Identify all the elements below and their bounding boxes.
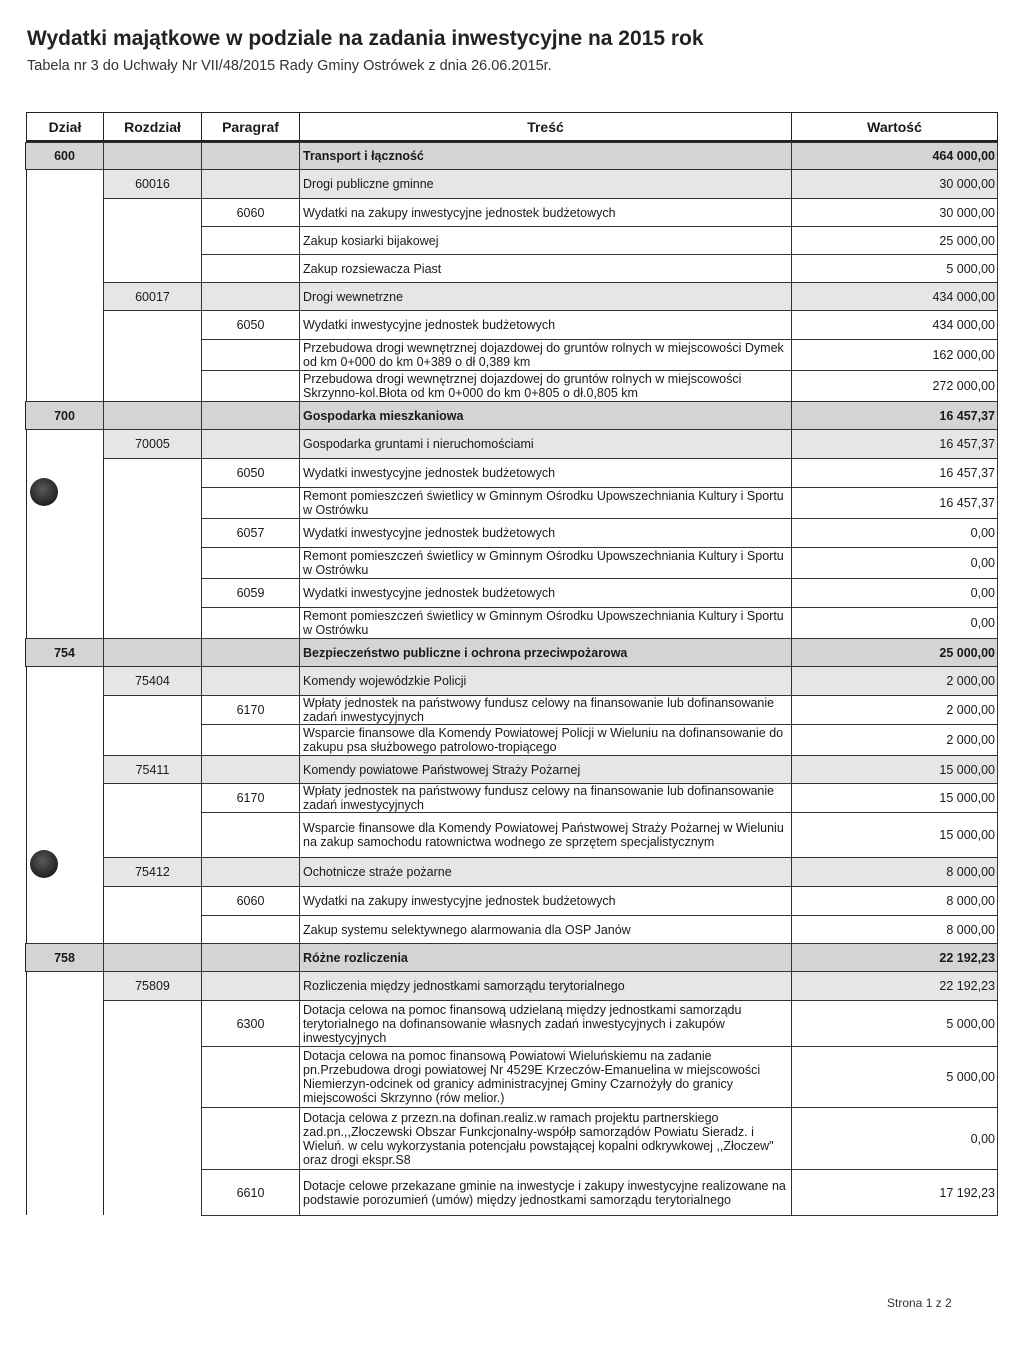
cell-dzial bbox=[26, 755, 104, 783]
cell-dzial bbox=[26, 282, 104, 310]
cell-rozdzial bbox=[104, 547, 202, 578]
cell-tresc: Komendy powiatowe Państwowej Straży Pożarnej bbox=[299, 755, 792, 784]
table-row bbox=[26, 755, 998, 783]
cell-dzial bbox=[26, 666, 104, 695]
cell-rozdzial: 75404 bbox=[103, 666, 202, 696]
cell-dzial bbox=[26, 370, 104, 401]
cell-rozdzial bbox=[103, 142, 202, 170]
cell-rozdzial bbox=[103, 943, 202, 972]
cell-rozdzial bbox=[104, 518, 202, 547]
table-header bbox=[26, 112, 998, 142]
cell-dzial bbox=[26, 198, 104, 226]
cell-dzial: 754 bbox=[25, 638, 104, 667]
header-dzial: Dział bbox=[26, 112, 104, 142]
cell-tresc: Ochotnicze straże pożarne bbox=[299, 857, 792, 887]
punch-hole bbox=[30, 850, 58, 878]
cell-wartosc: 22 192,23 bbox=[791, 971, 998, 1001]
cell-rozdzial: 60017 bbox=[103, 282, 202, 311]
table-row bbox=[26, 547, 998, 578]
cell-wartosc: 0,00 bbox=[791, 578, 998, 608]
cell-rozdzial bbox=[104, 783, 202, 812]
cell-tresc: Zakup rozsiewacza Piast bbox=[299, 254, 792, 283]
cell-tresc: Wydatki na zakupy inwestycyjne jednostek budżetowych bbox=[299, 198, 792, 227]
cell-wartosc: 16 457,37 bbox=[791, 458, 998, 488]
cell-paragraf: 6060 bbox=[201, 198, 300, 227]
cell-rozdzial bbox=[104, 724, 202, 755]
cell-rozdzial bbox=[103, 401, 202, 430]
cell-rozdzial: 70005 bbox=[103, 429, 202, 459]
cell-paragraf bbox=[201, 857, 300, 887]
cell-dzial bbox=[26, 518, 104, 547]
cell-tresc: Rozliczenia między jednostkami samorządu terytorialnego bbox=[299, 971, 792, 1001]
cell-dzial bbox=[26, 226, 104, 254]
cell-wartosc: 16 457,37 bbox=[791, 429, 998, 459]
cell-dzial bbox=[26, 915, 104, 943]
table-row bbox=[26, 518, 998, 547]
cell-dzial: 758 bbox=[25, 943, 104, 972]
cell-paragraf bbox=[201, 971, 300, 1001]
cell-rozdzial bbox=[104, 1000, 202, 1046]
cell-tresc: Przebudowa drogi wewnętrznej dojazdowej do gruntów rolnych w miejscowości Skrzynno-kol.Błota od km 0+000 do km 0+805 o dł.0,805 km bbox=[299, 370, 792, 402]
cell-paragraf bbox=[201, 487, 300, 519]
cell-paragraf bbox=[201, 169, 300, 199]
punch-hole bbox=[30, 478, 58, 506]
cell-rozdzial bbox=[104, 198, 202, 226]
cell-wartosc: 30 000,00 bbox=[791, 169, 998, 199]
cell-dzial bbox=[26, 429, 104, 458]
table-row bbox=[26, 1046, 998, 1107]
table-row bbox=[26, 638, 998, 666]
cell-rozdzial bbox=[104, 254, 202, 282]
cell-paragraf bbox=[201, 638, 300, 667]
cell-dzial bbox=[26, 254, 104, 282]
cell-wartosc: 0,00 bbox=[791, 1107, 998, 1170]
table-row bbox=[26, 282, 998, 310]
cell-paragraf bbox=[201, 724, 300, 756]
cell-paragraf bbox=[201, 915, 300, 944]
cell-paragraf bbox=[201, 429, 300, 459]
cell-wartosc: 5 000,00 bbox=[791, 254, 998, 283]
cell-wartosc: 30 000,00 bbox=[791, 198, 998, 227]
cell-tresc: Remont pomieszczeń świetlicy w Gminnym Ośrodku Upowszechniania Kultury i Sportu w Ostrówku bbox=[299, 547, 792, 579]
header-paragraf: Paragraf bbox=[202, 112, 300, 142]
cell-tresc: Wpłaty jednostek na państwowy fundusz celowy na finansowanie lub dofinansowanie zadań inwestycyjnych bbox=[299, 695, 792, 725]
table-row bbox=[26, 370, 998, 401]
cell-paragraf bbox=[201, 755, 300, 784]
cell-rozdzial bbox=[104, 1107, 202, 1169]
cell-dzial bbox=[26, 578, 104, 607]
cell-paragraf bbox=[201, 339, 300, 371]
cell-paragraf: 6610 bbox=[201, 1169, 300, 1216]
table-row bbox=[26, 857, 998, 886]
cell-tresc: Transport i łączność bbox=[299, 142, 792, 170]
cell-paragraf bbox=[201, 1046, 300, 1108]
cell-paragraf bbox=[201, 254, 300, 283]
table-row bbox=[26, 971, 998, 1000]
cell-rozdzial bbox=[104, 226, 202, 254]
cell-tresc: Zakup kosiarki bijakowej bbox=[299, 226, 792, 255]
cell-wartosc: 434 000,00 bbox=[791, 282, 998, 311]
table-row bbox=[26, 578, 998, 607]
table-row bbox=[26, 169, 998, 198]
cell-rozdzial bbox=[104, 915, 202, 943]
table-row bbox=[26, 310, 998, 339]
cell-tresc: Gospodarka mieszkaniowa bbox=[299, 401, 792, 430]
cell-paragraf bbox=[201, 666, 300, 696]
cell-rozdzial bbox=[104, 487, 202, 518]
cell-rozdzial: 60016 bbox=[103, 169, 202, 199]
cell-tresc: Remont pomieszczeń świetlicy w Gminnym Ośrodku Upowszechniania Kultury i Sportu w Ostrówku bbox=[299, 607, 792, 639]
page-number: Strona 1 z 2 bbox=[887, 1296, 952, 1310]
expenditure-table bbox=[26, 112, 998, 1215]
cell-dzial bbox=[26, 1169, 104, 1215]
cell-paragraf bbox=[201, 812, 300, 858]
table-row bbox=[26, 458, 998, 487]
cell-rozdzial bbox=[104, 812, 202, 857]
cell-wartosc: 8 000,00 bbox=[791, 886, 998, 916]
cell-wartosc: 162 000,00 bbox=[791, 339, 998, 371]
cell-dzial bbox=[26, 547, 104, 578]
cell-rozdzial bbox=[104, 886, 202, 915]
cell-wartosc: 15 000,00 bbox=[791, 783, 998, 813]
cell-wartosc: 272 000,00 bbox=[791, 370, 998, 402]
table-row bbox=[26, 142, 998, 169]
cell-dzial bbox=[26, 783, 104, 812]
cell-dzial bbox=[26, 310, 104, 339]
cell-tresc: Bezpieczeństwo publiczne i ochrona przeciwpożarowa bbox=[299, 638, 792, 667]
cell-tresc: Dotacja celowa z przezn.na dofinan.realiz.w ramach projektu partnerskiego zad.pn.,,Złoczewski Obszar Funkcjonalny-współp samorządów Powiatu Sieradz. i Wieluń. w celu wykorzystania potencjału powstającej kopalni odkrywkowej ,,Złoczew" oraz drogi ekspr.S8 bbox=[299, 1107, 792, 1170]
cell-tresc: Wpłaty jednostek na państwowy fundusz celowy na finansowanie lub dofinansowanie zadań inwestycyjnych bbox=[299, 783, 792, 813]
cell-wartosc: 464 000,00 bbox=[791, 142, 998, 170]
table-row bbox=[26, 1000, 998, 1046]
table-row bbox=[26, 254, 998, 282]
cell-dzial: 600 bbox=[25, 142, 104, 170]
cell-wartosc: 8 000,00 bbox=[791, 915, 998, 944]
table-row bbox=[26, 695, 998, 724]
cell-wartosc: 0,00 bbox=[791, 607, 998, 639]
cell-tresc: Różne rozliczenia bbox=[299, 943, 792, 972]
cell-tresc: Dotacje celowe przekazane gminie na inwestycje i zakupy inwestycyjne realizowane na podstawie porozumień (umów) między jednostkami samorządu terytorialnego bbox=[299, 1169, 792, 1216]
cell-rozdzial bbox=[104, 695, 202, 724]
cell-paragraf bbox=[201, 547, 300, 579]
cell-rozdzial bbox=[104, 607, 202, 638]
cell-tresc: Wydatki na zakupy inwestycyjne jednostek budżetowych bbox=[299, 886, 792, 916]
cell-wartosc: 15 000,00 bbox=[791, 755, 998, 784]
cell-wartosc: 22 192,23 bbox=[791, 943, 998, 972]
cell-paragraf bbox=[201, 1107, 300, 1170]
cell-dzial bbox=[26, 1046, 104, 1107]
cell-dzial: 700 bbox=[25, 401, 104, 430]
cell-rozdzial bbox=[104, 310, 202, 339]
cell-paragraf: 6057 bbox=[201, 518, 300, 548]
cell-dzial bbox=[26, 1107, 104, 1169]
cell-tresc: Remont pomieszczeń świetlicy w Gminnym Ośrodku Upowszechniania Kultury i Sportu w Ostrówku bbox=[299, 487, 792, 519]
cell-rozdzial bbox=[104, 339, 202, 370]
table-row bbox=[26, 943, 998, 971]
cell-wartosc: 2 000,00 bbox=[791, 666, 998, 696]
table-row bbox=[26, 429, 998, 458]
cell-rozdzial bbox=[104, 370, 202, 401]
table-row bbox=[26, 783, 998, 812]
cell-tresc: Dotacja celowa na pomoc finansową Powiatowi Wieluńskiemu na zadanie pn.Przebudowa drogi powiatowej Nr 4529E Krzeczów-Emanuelina w miejscowości Niemierzyn-odcinek od granicy administracyjnej Gminy Czarnożyły do granicy miejscowości Skrzynno (rów melior.) bbox=[299, 1046, 792, 1108]
cell-rozdzial: 75412 bbox=[103, 857, 202, 887]
cell-wartosc: 17 192,23 bbox=[791, 1169, 998, 1216]
table-row bbox=[26, 226, 998, 254]
cell-paragraf: 6060 bbox=[201, 886, 300, 916]
cell-dzial bbox=[26, 1000, 104, 1046]
cell-paragraf bbox=[201, 607, 300, 639]
cell-rozdzial: 75411 bbox=[103, 755, 202, 784]
cell-rozdzial: 75809 bbox=[103, 971, 202, 1001]
cell-wartosc: 8 000,00 bbox=[791, 857, 998, 887]
cell-tresc: Wydatki inwestycyjne jednostek budżetowych bbox=[299, 458, 792, 488]
cell-paragraf bbox=[201, 401, 300, 430]
cell-tresc: Drogi publiczne gminne bbox=[299, 169, 792, 199]
cell-paragraf bbox=[201, 142, 300, 170]
cell-tresc: Wydatki inwestycyjne jednostek budżetowych bbox=[299, 518, 792, 548]
cell-tresc: Przebudowa drogi wewnętrznej dojazdowej do gruntów rolnych w miejscowości Dymek od km 0+000 do km 0+389 o dł 0,389 km bbox=[299, 339, 792, 371]
cell-tresc: Wsparcie finansowe dla Komendy Powiatowej Państwowej Straży Pożarnej w Wieluniu na zakup samochodu ratownictwa wodnego ze sprzętem specjalistycznym bbox=[299, 812, 792, 858]
cell-paragraf bbox=[201, 370, 300, 402]
cell-wartosc: 434 000,00 bbox=[791, 310, 998, 340]
table-row bbox=[26, 915, 998, 943]
table-row bbox=[26, 487, 998, 518]
table-body bbox=[26, 142, 998, 1215]
cell-paragraf: 6170 bbox=[201, 695, 300, 725]
cell-tresc: Gospodarka gruntami i nieruchomościami bbox=[299, 429, 792, 459]
table-row bbox=[26, 607, 998, 638]
cell-wartosc: 2 000,00 bbox=[791, 724, 998, 756]
cell-tresc: Drogi wewnetrzne bbox=[299, 282, 792, 311]
table-row bbox=[26, 339, 998, 370]
cell-wartosc: 5 000,00 bbox=[791, 1046, 998, 1108]
header-rozdzial: Rozdział bbox=[104, 112, 202, 142]
cell-tresc: Dotacja celowa na pomoc finansową udzielaną między jednostkami samorządu terytorialnego na dofinansowanie własnych zadań inwestycyjnych i zakupów inwestycyjnych bbox=[299, 1000, 792, 1047]
cell-rozdzial bbox=[104, 1046, 202, 1107]
page-title: Wydatki majątkowe w podziale na zadania inwestycyjne na 2015 rok bbox=[27, 27, 704, 50]
cell-tresc: Komendy wojewódzkie Policji bbox=[299, 666, 792, 696]
cell-paragraf bbox=[201, 943, 300, 972]
page-subtitle: Tabela nr 3 do Uchwały Nr VII/48/2015 Rady Gminy Ostrówek z dnia 26.06.2015r. bbox=[27, 58, 552, 74]
cell-tresc: Wsparcie finansowe dla Komendy Powiatowej Policji w Wieluniu na dofinansowanie do zakupu psa służbowego patrolowo-tropiącego bbox=[299, 724, 792, 756]
cell-paragraf: 6300 bbox=[201, 1000, 300, 1047]
table-row bbox=[26, 1169, 998, 1215]
cell-paragraf: 6059 bbox=[201, 578, 300, 608]
cell-rozdzial bbox=[103, 638, 202, 667]
cell-wartosc: 0,00 bbox=[791, 518, 998, 548]
cell-wartosc: 2 000,00 bbox=[791, 695, 998, 725]
table-row bbox=[26, 666, 998, 695]
cell-wartosc: 0,00 bbox=[791, 547, 998, 579]
cell-wartosc: 25 000,00 bbox=[791, 226, 998, 255]
table-row bbox=[26, 886, 998, 915]
cell-dzial bbox=[26, 169, 104, 198]
cell-dzial bbox=[26, 607, 104, 638]
table-row bbox=[26, 724, 998, 755]
cell-dzial bbox=[26, 971, 104, 1000]
cell-wartosc: 25 000,00 bbox=[791, 638, 998, 667]
cell-paragraf: 6050 bbox=[201, 310, 300, 340]
cell-rozdzial bbox=[104, 1169, 202, 1215]
header-tresc: Treść bbox=[300, 112, 792, 142]
table-row bbox=[26, 812, 998, 857]
cell-rozdzial bbox=[104, 578, 202, 607]
cell-wartosc: 5 000,00 bbox=[791, 1000, 998, 1047]
cell-paragraf bbox=[201, 282, 300, 311]
cell-tresc: Wydatki inwestycyjne jednostek budżetowych bbox=[299, 310, 792, 340]
cell-dzial bbox=[26, 339, 104, 370]
cell-wartosc: 16 457,37 bbox=[791, 487, 998, 519]
cell-tresc: Wydatki inwestycyjne jednostek budżetowych bbox=[299, 578, 792, 608]
cell-wartosc: 16 457,37 bbox=[791, 401, 998, 430]
cell-wartosc: 15 000,00 bbox=[791, 812, 998, 858]
table-row bbox=[26, 1107, 998, 1169]
cell-paragraf bbox=[201, 226, 300, 255]
header-wartosc: Wartość bbox=[792, 112, 998, 142]
cell-dzial bbox=[26, 724, 104, 755]
cell-dzial bbox=[26, 695, 104, 724]
table-row bbox=[26, 401, 998, 429]
table-row bbox=[26, 198, 998, 226]
cell-tresc: Zakup systemu selektywnego alarmowania dla OSP Janów bbox=[299, 915, 792, 944]
cell-dzial bbox=[26, 886, 104, 915]
cell-rozdzial bbox=[104, 458, 202, 487]
cell-paragraf: 6170 bbox=[201, 783, 300, 813]
cell-paragraf: 6050 bbox=[201, 458, 300, 488]
